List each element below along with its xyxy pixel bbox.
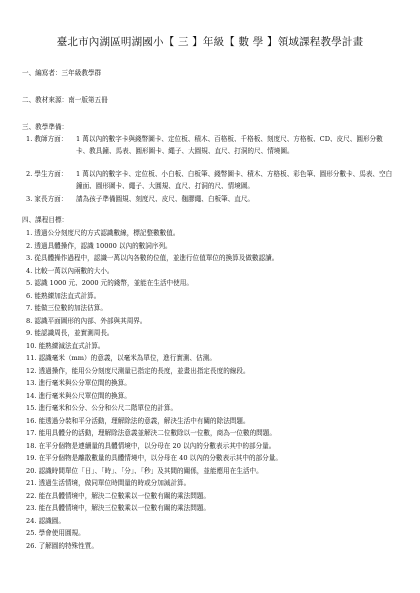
goal-item: 4. 比較一萬以內兩數的大小。 xyxy=(26,266,114,275)
goal-item: 10. 能熟練減法直式計算。 xyxy=(26,341,105,350)
goal-item: 26. 了解圓的特殊性質。 xyxy=(26,541,98,550)
author-line: 一、編寫者：三年級教學群 xyxy=(22,69,102,77)
goal-item: 14. 進行毫米與公尺單位間的換算。 xyxy=(26,391,131,400)
goal-item: 7. 能做三位數的加法估算。 xyxy=(26,304,107,312)
parent-prep-label: 3. 家長方面： xyxy=(26,195,68,203)
page-title: 臺北市內湖區明湖國小【 三 】年級【 數 學 】領域課程教學計畫 xyxy=(56,36,364,48)
goal-item: 5. 認識 1000 元、2000 元的錢幣，並能在生活中使用。 xyxy=(26,279,193,287)
goal-item: 1. 透過公分刻度尺的方式認識數線，標記整數數值。 xyxy=(26,229,180,237)
teacher-prep-label: 1. 教師方面： xyxy=(26,135,68,143)
goal-item: 24. 認識圓。 xyxy=(26,516,65,525)
goal-item: 16. 能透過分裝和平分活動，理解除法的意義，解決生活中有關的除法問題。 xyxy=(26,416,250,425)
goal-item: 3. 從具體操作過程中，認識一萬以內各數的位值，並進行位值單位的換算及做數認讀。 xyxy=(26,254,279,262)
course-goals-list xyxy=(26,227,282,552)
goal-item: 2. 透過具體操作，認識 10000 以內的數詞序列。 xyxy=(26,241,172,250)
goal-item: 12. 透過操作，能用公分刻度尺測量已指定的長度，並畫出指定長度的線段。 xyxy=(26,366,250,375)
goal-item: 19. 在平分個物是離散數量的具體情境中，以分母在 40 以內的分數表示其中的部分量。 xyxy=(26,454,282,462)
student-prep-text: 1 萬以內的數字卡、定位板、小白板、白板筆、錢幣圖卡、積木、方格板、彩色筆、圓形分數卡、馬表、空白鐘面、圓形圖卡、繩子、大圓規、直尺、打洞的尺、情境圖。 xyxy=(76,170,393,191)
goal-item: 13. 進行毫米與公分單位間的換算。 xyxy=(26,379,131,387)
course-goals-heading: 四、課程目標： xyxy=(22,216,69,224)
goal-item: 15. 進行毫米和公分、公分和公尺二階單位的計算。 xyxy=(26,404,178,412)
goal-item: 17. 能用具體分的活動，理解除法意義並解決二位數除以一位數，商為一位數的問題。 xyxy=(26,429,276,437)
goal-item: 25. 學會使用圓規。 xyxy=(26,529,85,537)
goal-item: 11. 認識毫米（mm）的意義，以毫米為單位，進行實測、估測。 xyxy=(26,354,216,362)
teacher-prep-text: 1 萬以內的數字卡與錢幣圖卡、定位板、積木、百格板、千格板、刻度尺、方格板、CD、皮尺、圓形分數卡、教具鐘、馬表、圓形圖卡、繩子、大圓規、直尺、打洞的尺、情境圖。 xyxy=(76,135,383,156)
goal-item: 8. 認識平面圖形的內部、外部與其周界。 xyxy=(26,316,147,325)
goal-item: 20. 認識時間單位「日」、「時」、「分」、「秒」及其間的關係，並能應用在生活中。 xyxy=(26,466,263,475)
teaching-prep-heading: 三、教學準備： xyxy=(22,123,69,131)
parent-prep-text: 請為孩子準備圓規、刻度尺、皮尺、翹膠繩、白板筆、直尺。 xyxy=(76,195,255,203)
goal-item: 6. 能熟練加法直式計算。 xyxy=(26,291,101,300)
material-source-line: 二、教材來源：南一版第五冊 xyxy=(22,96,108,104)
goal-item: 18. 在平分個物是連續量的具體情境中，以分母在 20 以內的分數表示其中的部分量。 xyxy=(26,441,276,450)
goal-item: 9. 能認識周長，並實測周長。 xyxy=(26,329,114,337)
goal-item: 22. 能在具體情境中，解決二位數乘以一位數有關的乘法問題。 xyxy=(26,491,211,500)
student-prep-label: 2. 學生方面： xyxy=(26,170,68,178)
goal-item: 21. 透過生活情境，做同單位時間量的時或分加減計算。 xyxy=(26,479,191,487)
goal-item: 23. 能在具體情境中，解決三位數乘以一位數有關的乘法問題。 xyxy=(26,504,211,512)
